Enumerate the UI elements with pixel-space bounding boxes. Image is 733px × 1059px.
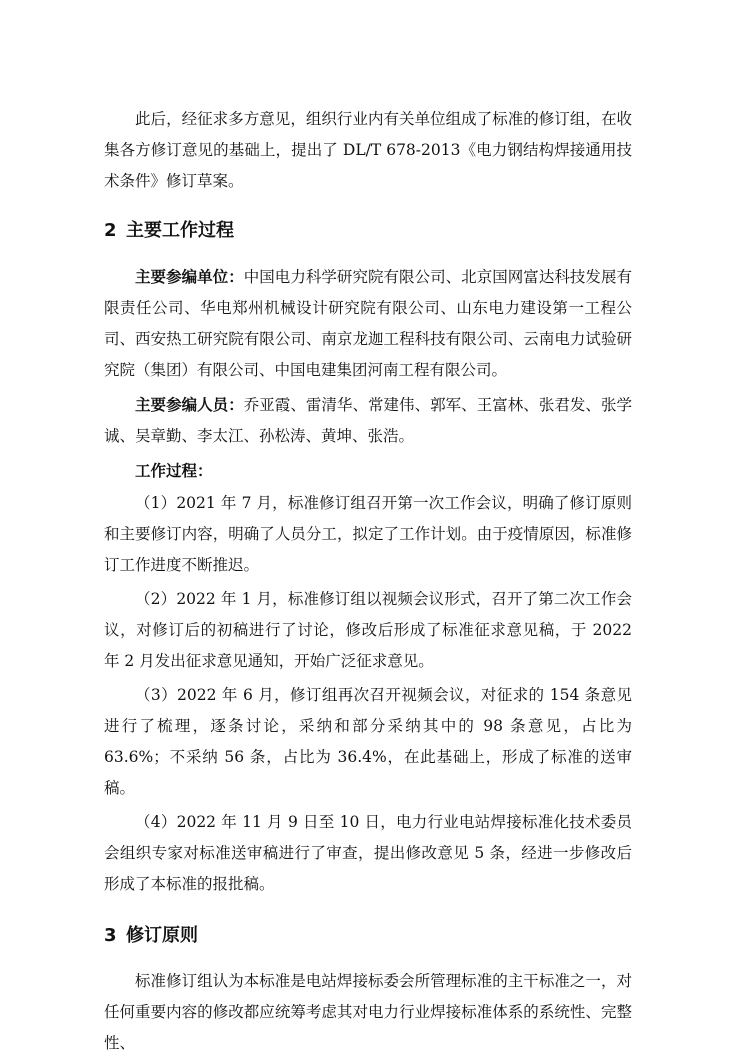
process-step: （2）2022 年 1 月，标准修订组以视频会议形式，召开了第二次工作会议，对修订后的初稿进行了讨论，修改后形成了标准征求意见稿，于 2022 年 2 月发出征求意见通知，开始广泛征求意见。 (104, 590, 632, 670)
persons-label: 主要参编人员： (135, 395, 244, 414)
units-text: 中国电力科学研究院有限公司、北京国网富达科技发展有限责任公司、华电郑州机械设计研究院有限公司、山东电力建设第一工程公司、西安热工研究院有限公司、南京龙迦工程科技有限公司、云南电力试验研究院（集团）有限公司、中国电建集团河南工程有限公司。 (104, 268, 632, 379)
persons-paragraph (104, 389, 632, 452)
section-2-title: 主要工作过程 (126, 220, 234, 241)
process-label: 工作过程： (135, 461, 213, 480)
units-paragraph (104, 261, 632, 386)
process-label-paragraph (104, 455, 632, 487)
process-step: （1）2021 年 7 月，标准修订组召开第一次工作会议，明确了修订原则和主要修订内容，明确了人员分工，拟定了工作计划。由于疫情原因，标准修订工作进度不断推迟。 (104, 494, 632, 574)
document-body (104, 104, 632, 1059)
section-2-heading (104, 216, 632, 242)
units-label: 主要参编单位： (135, 267, 244, 286)
section-3-heading (104, 921, 632, 947)
section-3-title: 修订原则 (126, 925, 198, 946)
persons-text: 乔亚霞、雷清华、常建伟、郭军、王富林、张君发、张学诚、吴章勤、李太江、孙松涛、黄坤、张浩。 (104, 396, 632, 445)
intro-paragraph: 此后，经征求多方意见，组织行业内有关单位组成了标准的修订组，在收集各方修订意见的基础上，提出了 DL/T 678-2013《电力钢结构焊接通用技术条件》修订草案。 (104, 110, 632, 190)
process-step: （3）2022 年 6 月，修订组再次召开视频会议，对征求的 154 条意见进行了梳理，逐条讨论，采纳和部分采纳其中的 98 条意见，占比为 63.6%；不采纳 56 条，占比为 36.4%，在此基础上，形成了标准的送审稿。 (104, 686, 632, 797)
section-3-number: 3 (104, 925, 117, 946)
principle-paragraph: 标准修订组认为本标准是电站焊接标委会所管理标准的主干标准之一，对任何重要内容的修改都应统筹考虑其对电力行业焊接标准体系的系统性、完整性、 (104, 972, 632, 1052)
section-2-number: 2 (104, 220, 117, 241)
process-step: （4）2022 年 11 月 9 日至 10 日，电力行业电站焊接标准化技术委员会组织专家对标准送审稿进行了审查，提出修改意见 5 条，经进一步修改后形成了本标准的报批稿。 (104, 813, 632, 893)
